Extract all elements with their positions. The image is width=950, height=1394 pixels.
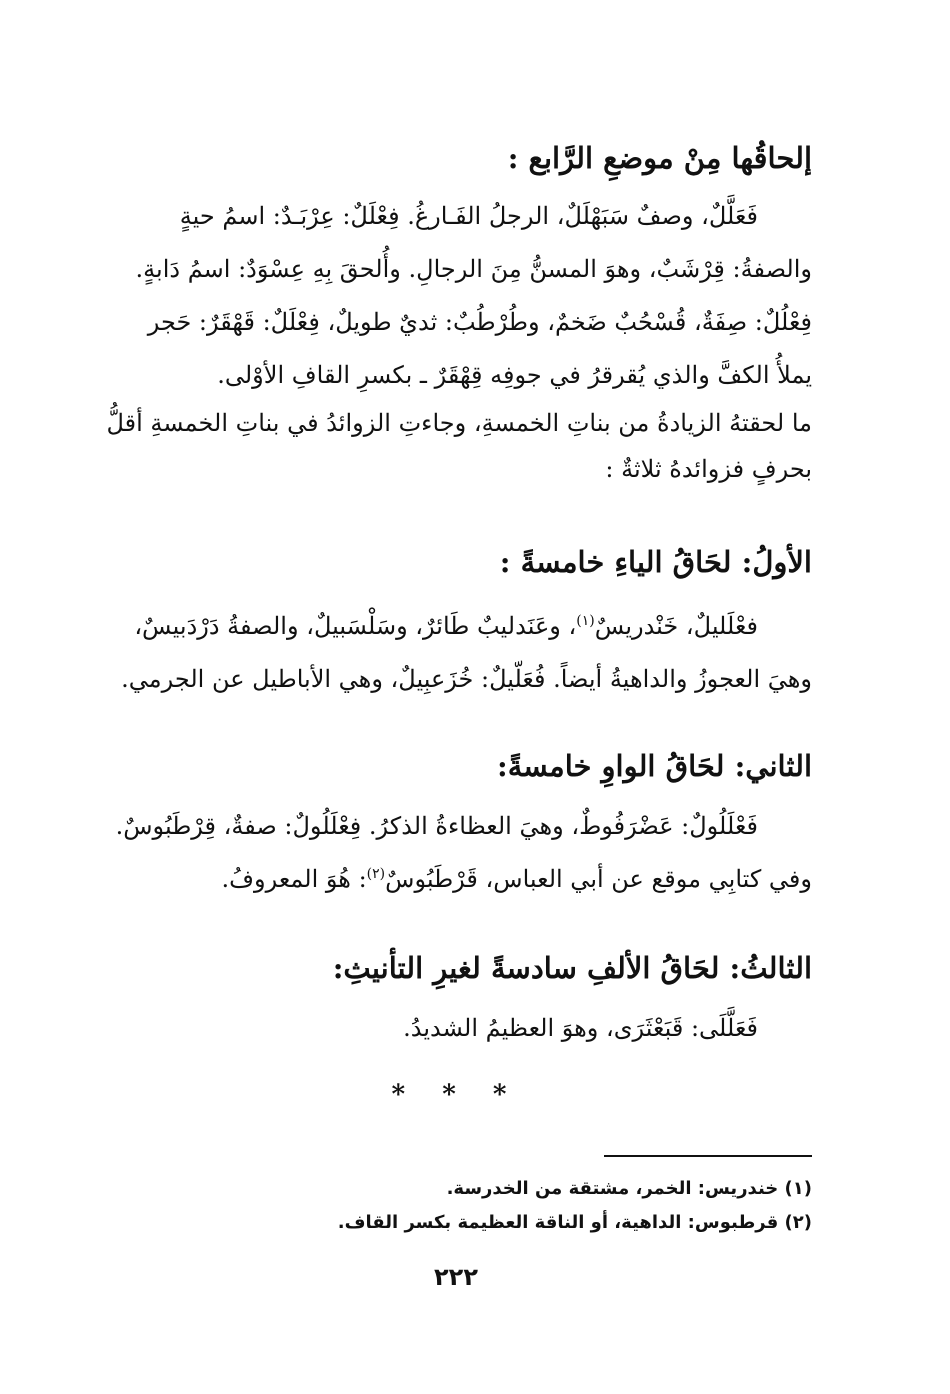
footnote-1: (١) خندريس: الخمر، مشتقة من الخدرسة. — [446, 1178, 812, 1199]
paragraph-line: والصفةُ: قِرْشَبٌ، وهوَ المسنُّ مِنَ الرجالِ. وأُلحقَ بِهِ عِسْوَدٌ: اسمُ دَابةٍ. — [135, 255, 812, 283]
text-run: : هُوَ المعروفُ. — [221, 865, 367, 893]
paragraph-line — [100, 853, 812, 906]
heading-first-ya: الأولُ: لحَاقُ الياءِ خامسةً : — [499, 545, 812, 579]
page — [100, 0, 812, 1394]
paragraph-second-waw — [100, 800, 812, 906]
paragraph-line: وهيَ العجوزُ والداهيةُ أيضاً. فُعَلّيلٌ: خُزَعبِيلٌ، وهي الأباطيل عن الجرمي. — [121, 665, 812, 693]
heading-second-waw: الثاني: لحَاقُ الواوِ خامسةً: — [497, 749, 812, 783]
paragraph-five-letter-roots — [100, 400, 812, 492]
footnote-ref-2[interactable]: (٢) — [366, 866, 386, 882]
text-run: فعْلَليلٌ، خَنْدريسٌ — [594, 612, 758, 640]
text-run: وفي كتابِي موقع عن أبي العباس، قَرْطَبُوسٌ — [385, 865, 812, 893]
paragraph-line: ما لحقتهُ الزيادةُ من بناتِ الخمسةِ، وجاءتِ الزوائدُ في بناتِ الخمسةِ أقلُّ — [106, 409, 812, 437]
paragraph-line: فَعَلَّلٌ، وصفٌ سَبَهْلَلٌ، الرجلُ الفَـارغُ. فِعْلَلٌ: عِرْبَـدٌ: اسمُ حيةٍ — [179, 202, 758, 230]
paragraph-line: يملأُ الكفَّ والذي يُقرقرُ في جوفِه قِهْقَرٌ ـ بكسرِ القافِ الأوْلى. — [217, 361, 812, 389]
footnote-2: (٢) قرطبوس: الداهية، أو الناقة العظيمة بكسر القاف. — [337, 1212, 812, 1233]
paragraph-fourth-position — [100, 190, 812, 402]
paragraph-line: فَعَلَّلَى: قَبَعْثَرَى، وهوَ العظيمُ الشديدُ. — [403, 1014, 758, 1042]
footnote-ref-1[interactable]: (١) — [576, 613, 595, 629]
heading-third-alif: الثالثُ: لحَاقُ الألفِ سادسةً لغيرِ التأنيثِ: — [332, 951, 812, 985]
paragraph-line: فَعْلَلُولٌ: عَضْرَفُوطٌ، وهيَ العظاءةُ الذكرُ. فِعْلَلُولٌ: صفةٌ، قِرْطَبُوسٌ. — [115, 812, 758, 840]
footnote-rule — [604, 1155, 812, 1157]
heading-fourth-position: إلحاقُها مِنْ موضعِ الرَّابع : — [507, 141, 812, 175]
paragraph-line: بحرفٍ فزوائدهُ ثلاثةٌ : — [605, 455, 812, 483]
page-number: ٢٢٢ — [434, 1263, 478, 1291]
paragraph-line — [100, 600, 812, 653]
text-run: ، وعَنَدليبٌ طَائرٌ، وسَلْسَبيلٌ، والصفةُ دَرْدَبيسٌ، — [134, 612, 577, 640]
paragraph-line: فِعْلُلٌ: صِفَةٌ، قُسْحُبٌ ضَخمٌ، وطُرْطُبٌ: ثديٌ طويلٌ، فِعْلَلٌ: قَهْقَرٌ: حَجر — [147, 308, 812, 336]
section-divider-stars: * * * — [391, 1080, 521, 1110]
paragraph-third-alif — [100, 1002, 812, 1055]
paragraph-first-ya — [100, 600, 812, 706]
